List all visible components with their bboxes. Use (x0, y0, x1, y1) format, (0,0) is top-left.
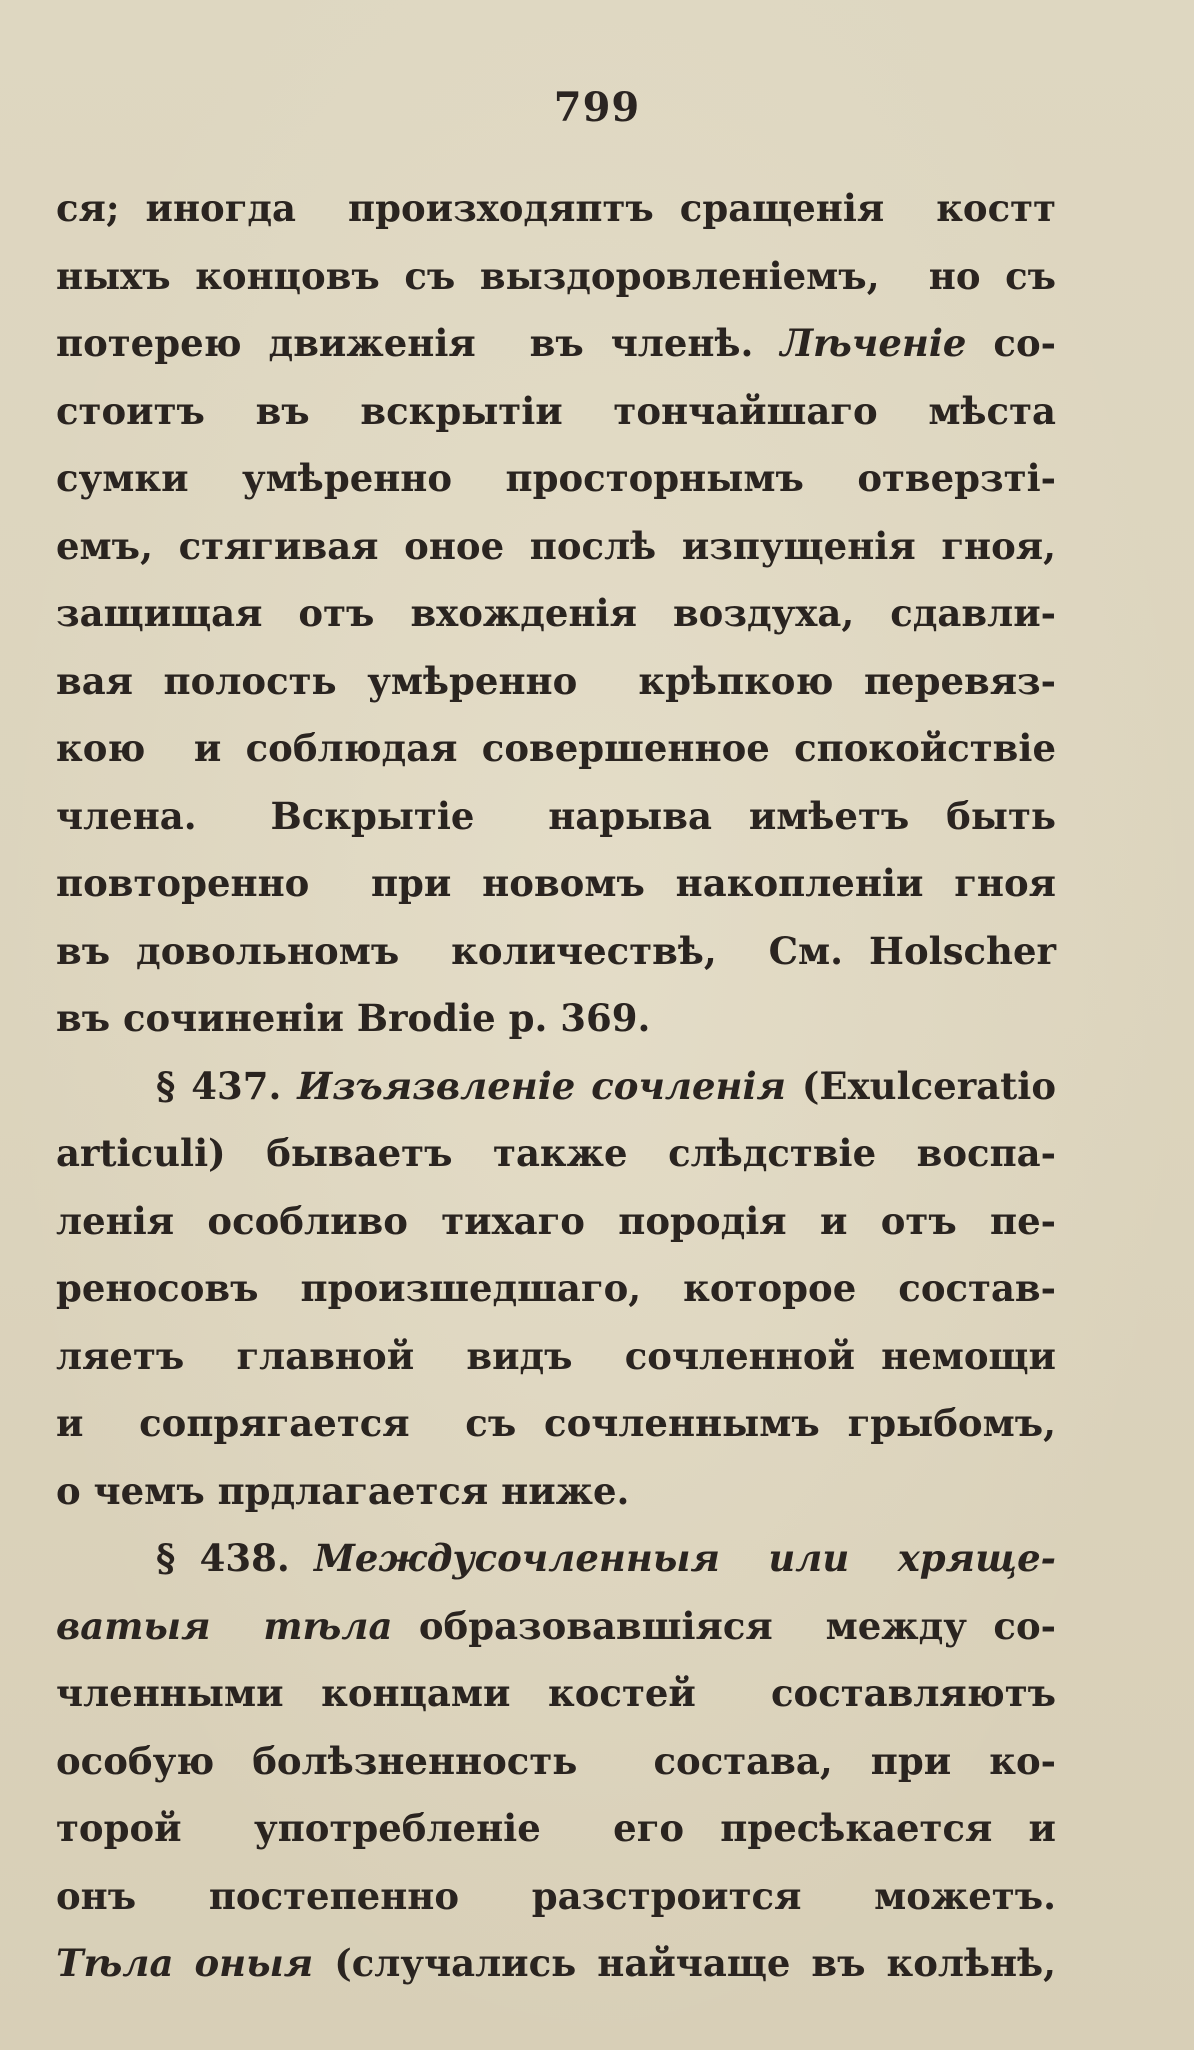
line-text: особую болѣзненность состава, при ко- (56, 1738, 1056, 1783)
italic-term: Изъязвленіе сочленія (297, 1063, 786, 1108)
text-line (56, 175, 1056, 243)
text-line (56, 1323, 1056, 1391)
line-text: емъ, стягивая оное послѣ изпущенія гноя, (56, 523, 1056, 568)
body-text (56, 175, 1056, 1998)
text-line (56, 1458, 1056, 1526)
text-line (56, 1255, 1056, 1323)
text-line (56, 648, 1056, 716)
line-text: стоитъ въ вскрытіи тончайшаго мѣста (56, 388, 1056, 433)
text-line (56, 985, 1056, 1053)
line-text: § 438. (156, 1536, 314, 1580)
text-line (56, 850, 1056, 918)
text-line (56, 1188, 1056, 1256)
text-line (56, 1390, 1056, 1458)
italic-term: Лѣченіе (780, 321, 967, 365)
line-text: со- (966, 321, 1056, 365)
text-line (56, 513, 1056, 581)
text-line (56, 580, 1056, 648)
page-number: 799 (553, 84, 641, 131)
line-text: (случались найчаще въ колѣнѣ, (313, 1941, 1056, 1985)
text-line (56, 1525, 1056, 1593)
line-text: въ сочиненіи Brodie p. 369. (56, 996, 651, 1040)
text-line (56, 1120, 1056, 1188)
line-text: образовавшіяся между со- (392, 1603, 1056, 1648)
line-text: кою и соблюдая совершенное спокойствіе (56, 726, 1056, 770)
text-line (56, 1795, 1056, 1863)
text-line (56, 243, 1056, 311)
line-text: реносовъ произшедшаго, которое состав- (56, 1266, 1056, 1310)
line-text: потерею движенія въ членѣ. (56, 321, 781, 365)
line-text: ся; иногда произходяптъ сращенія костт (56, 186, 1056, 230)
line-text: вая полость умѣренно крѣпкою перевяз- (56, 658, 1056, 703)
text-line (56, 1593, 1056, 1661)
text-line (56, 310, 1056, 378)
italic-term: Междусочленныя или хряще- (313, 1536, 1056, 1580)
line-text: articuli) бываетъ также слѣдствіе воспа- (56, 1131, 1056, 1175)
text-line (56, 715, 1056, 783)
line-text: членными концами костей составляютъ (56, 1671, 1056, 1715)
text-line (56, 918, 1056, 986)
text-line (56, 1863, 1056, 1931)
text-line (56, 445, 1056, 513)
line-text: члена. Вскрытіе нарыва имѣетъ быть (56, 793, 1056, 838)
line-text: ляетъ главной видъ сочленной немощи (56, 1333, 1056, 1378)
line-text: въ довольномъ количествѣ, См. Holscher (56, 928, 1056, 973)
italic-term: ватыя тѣла (56, 1603, 393, 1648)
line-text: о чемъ прдлагается ниже. (56, 1468, 630, 1513)
text-line (56, 1053, 1056, 1121)
text-line (56, 1728, 1056, 1796)
text-line (56, 783, 1056, 851)
line-text: защищая отъ вхожденія воздуха, сдавли- (56, 591, 1056, 635)
line-text: повторенно при новомъ накопленіи гноя (56, 861, 1056, 905)
text-line (56, 1930, 1056, 1998)
text-line (56, 1660, 1056, 1728)
line-text: ленія особливо тихаго породія и отъ пе- (56, 1198, 1056, 1243)
line-text: § 437. (156, 1063, 298, 1108)
line-text: ныхъ концовъ съ выздоровленіемъ, но съ (56, 253, 1056, 298)
line-text: сумки умѣренно просторнымъ отверзті- (56, 456, 1056, 500)
line-text: (Exulceratio (786, 1063, 1056, 1108)
text-line (56, 378, 1056, 446)
line-text: онъ постепенно разстроится можетъ. (56, 1873, 1056, 1918)
italic-term: Тѣла оныя (56, 1941, 314, 1985)
line-text: и сопрягается съ сочленнымъ грыбомъ, (56, 1401, 1056, 1445)
line-text: торой употребленіе его пресѣкается и (56, 1806, 1056, 1850)
